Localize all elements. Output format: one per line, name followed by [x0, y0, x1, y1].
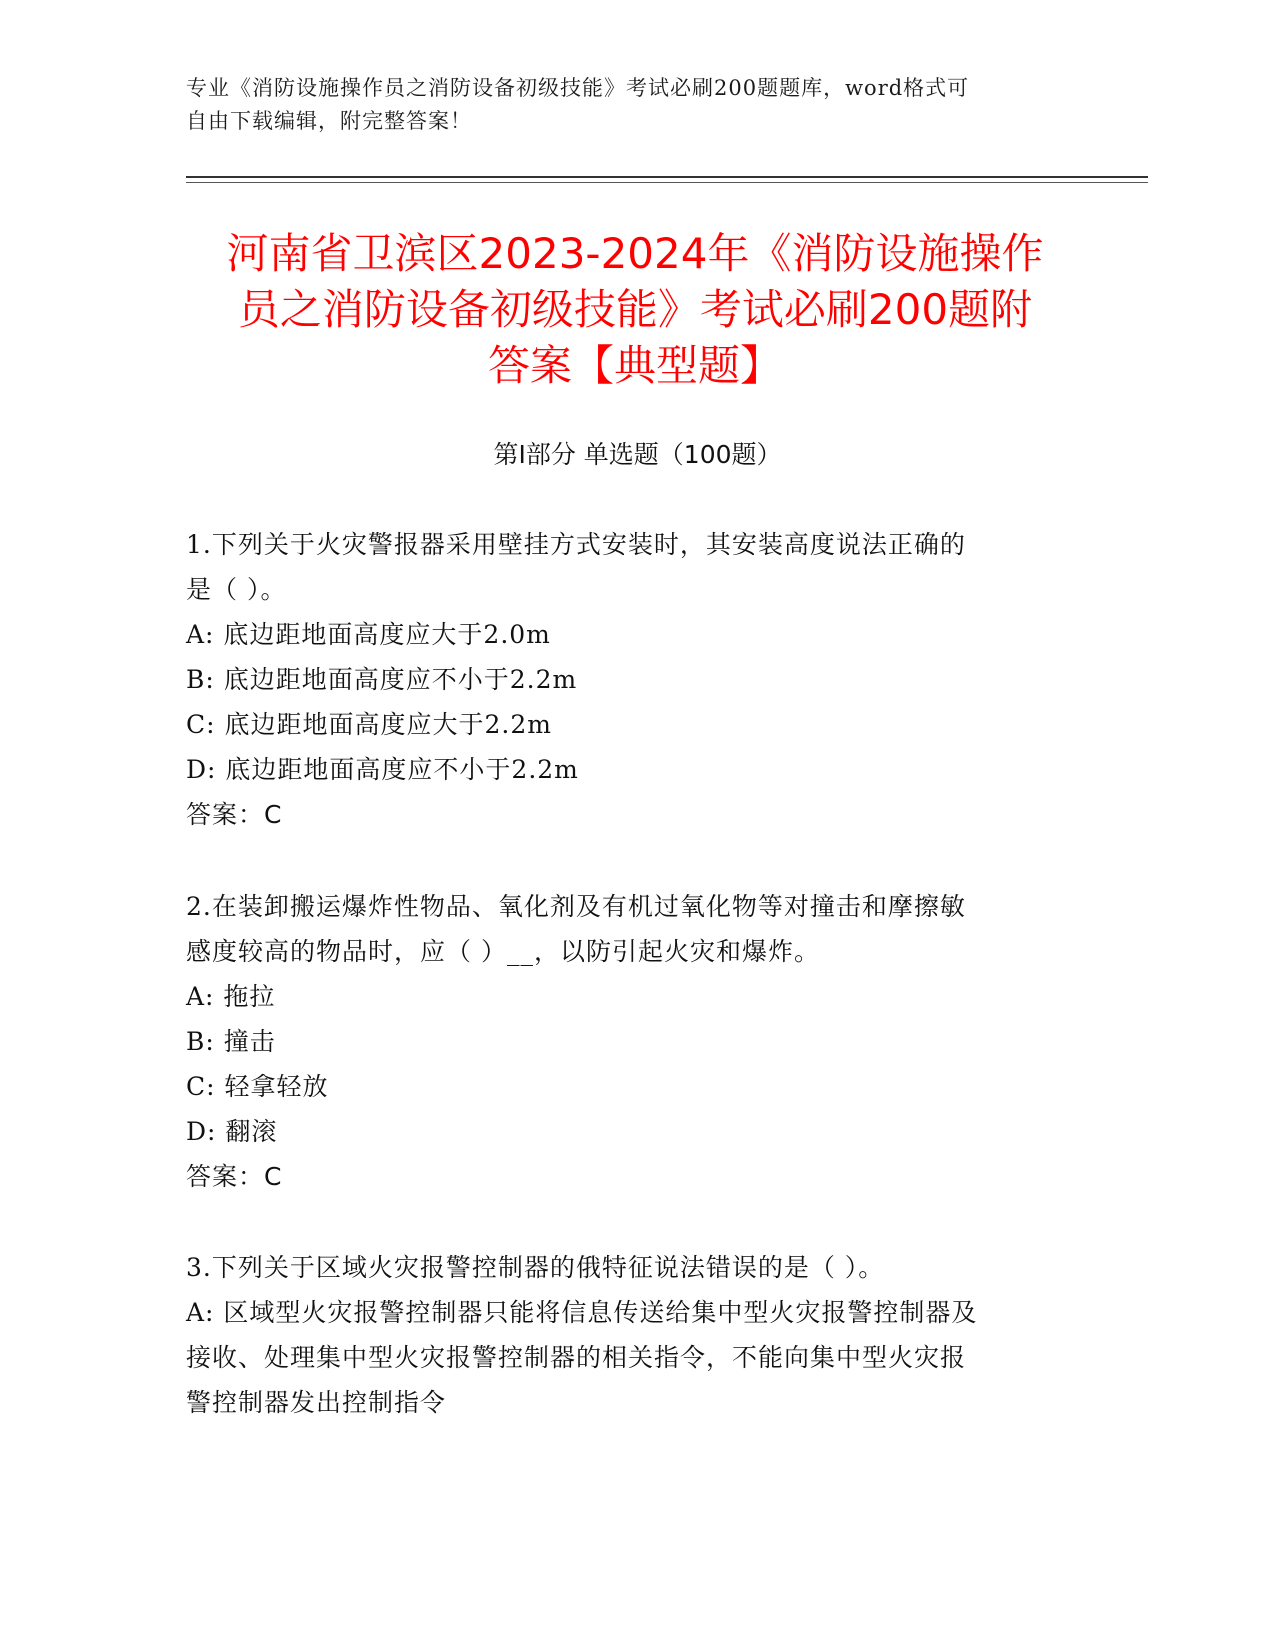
- option-d: D: 翻滚: [186, 1117, 278, 1146]
- page-title-line-3: 答案【典型题】: [487, 341, 782, 390]
- question-stem-line: 3.下列关于区域火灾报警控制器的俄特征说法错误的是（ ）。: [186, 1253, 885, 1282]
- option-a: A: 底边距地面高度应大于2.0m: [186, 620, 551, 649]
- page-title-line-1: 河南省卫滨区2023-2024年《消防设施操作: [226, 229, 1044, 278]
- page-title: [170, 226, 1100, 394]
- option-a-line: A: 区域型火灾报警控制器只能将信息传送给集中型火灾报警控制器及: [186, 1298, 978, 1327]
- header-note: [186, 72, 1066, 138]
- answer-line: 答案：C: [186, 800, 283, 829]
- question-stem-line: 感度较高的物品时，应（ ）__，以防引起火灾和爆炸。: [186, 937, 820, 966]
- page-title-line-2: 员之消防设备初级技能》考试必刷200题附: [237, 285, 1033, 334]
- option-a: A: 拖拉: [186, 982, 276, 1011]
- question-1: [186, 522, 1066, 837]
- answer-line: 答案：C: [186, 1162, 283, 1191]
- option-c: C: 轻拿轻放: [186, 1072, 329, 1101]
- question-stem-line: 1.下列关于火灾警报器采用壁挂方式安装时，其安装高度说法正确的: [186, 530, 966, 559]
- section-title: 第I部分 单选题（100题）: [493, 440, 782, 469]
- option-b: B: 底边距地面高度应不小于2.2m: [186, 665, 578, 694]
- header-divider-thick: [186, 176, 1148, 178]
- option-b: B: 撞击: [186, 1027, 276, 1056]
- header-divider-thin: [186, 182, 1148, 183]
- option-a-line: 接收、处理集中型火灾报警控制器的相关指令，不能向集中型火灾报: [186, 1343, 967, 1372]
- header-note-line-1: 专业《消防设施操作员之消防设备初级技能》考试必刷200题题库，word格式可: [186, 76, 970, 100]
- question-stem-line: 是（ ）。: [186, 575, 287, 604]
- option-a-line: 警控制器发出控制指令: [186, 1388, 447, 1417]
- question-2: [186, 884, 1066, 1199]
- header-note-line-2: 自由下载编辑，附完整答案！: [186, 109, 472, 133]
- question-stem-line: 2.在装卸搬运爆炸性物品、氧化剂及有机过氧化物等对撞击和摩擦敏: [186, 892, 966, 921]
- question-3: [186, 1245, 1066, 1425]
- option-d: D: 底边距地面高度应不小于2.2m: [186, 755, 579, 784]
- option-c: C: 底边距地面高度应大于2.2m: [186, 710, 552, 739]
